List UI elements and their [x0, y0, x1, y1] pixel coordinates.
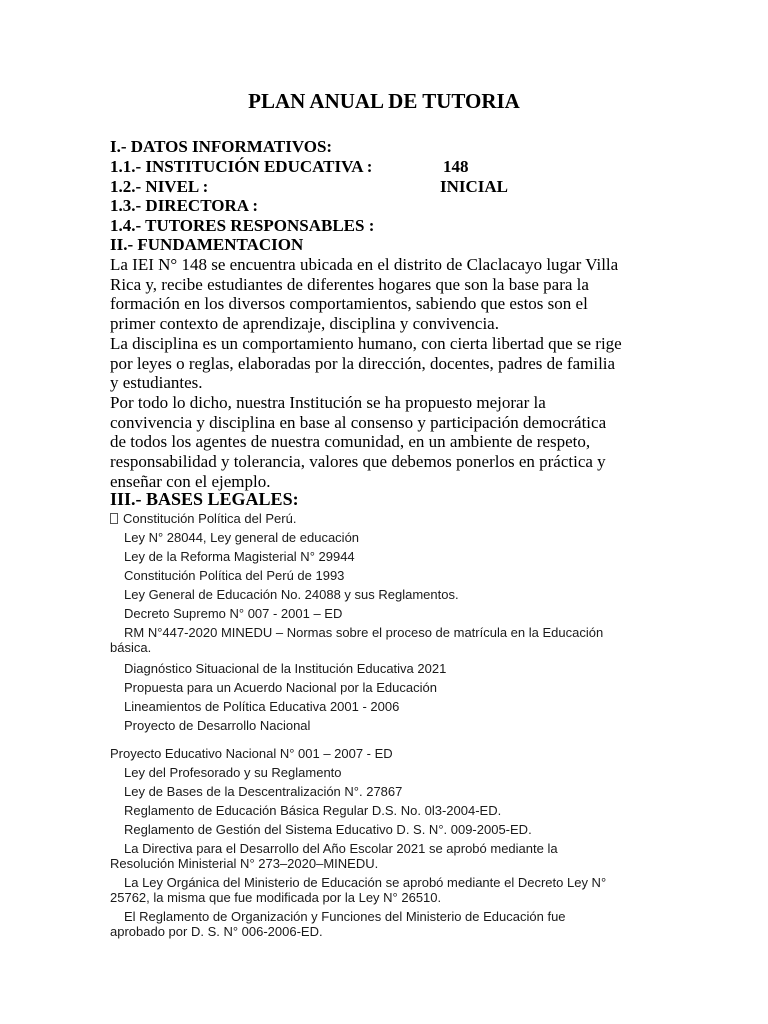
missing-glyph-bullet-icon	[110, 528, 122, 547]
paragraph-line: La disciplina es un comportamiento humano, con cierta libertad que se rige	[110, 333, 622, 353]
list-item-continuation: Resolución Ministerial N° 273–2020–MINEDU.	[110, 856, 379, 871]
list-item: Constitución Política del Perú de 1993	[110, 566, 603, 585]
missing-glyph-bullet-icon	[110, 566, 122, 585]
paragraph-line: de todos los agentes de nuestra comunidad, en un ambiente de respeto,	[110, 432, 591, 452]
missing-glyph-bullet-icon	[110, 625, 122, 640]
missing-glyph-bullet-icon	[110, 678, 122, 697]
bullet-box-icon	[110, 513, 118, 524]
paragraph-line: y estudiantes.	[110, 373, 203, 393]
paragraph-line: Por todo lo dicho, nuestra Institución se ha propuesto mejorar la	[110, 392, 546, 412]
list-item-continuation: básica.	[110, 640, 152, 655]
list-item: Ley de la Reforma Magisterial N° 29944	[110, 547, 603, 566]
paragraph-line: La IEI N° 148 se encuentra ubicada en el distrito de Claclacayo lugar Villa	[110, 255, 619, 274]
list-item: Propuesta para un Acuerdo Nacional por la Educación	[110, 678, 603, 697]
nivel-label: 1.2.- NIVEL :	[110, 177, 209, 196]
tutores-label: 1.4.- TUTORES RESPONSABLES :	[110, 216, 375, 235]
directora-label: 1.3.- DIRECTORA :	[110, 196, 258, 215]
list-item-continuation: aprobado por D. S. N° 006-2006-ED.	[110, 924, 323, 939]
missing-glyph-bullet-icon	[110, 841, 122, 856]
missing-glyph-bullet-icon	[110, 547, 122, 566]
missing-glyph-bullet-icon	[110, 716, 122, 735]
section-heading-fundamentacion: II.- FUNDAMENTACION	[110, 235, 304, 254]
list-item: Constitución Política del Perú.	[110, 509, 603, 528]
list-item: Ley N° 28044, Ley general de educación	[110, 528, 603, 547]
list-item: Ley de Bases de la Descentralización N°. 27867	[110, 782, 606, 801]
list-item: Reglamento de Educación Básica Regular D.S. No. 0l3-2004-ED.	[110, 801, 606, 820]
list-item: La Directiva para el Desarrollo del Año Escolar 2021 se aprobó mediante la Resolución Ministerial N° 273–2020–MINEDU.	[110, 841, 606, 871]
nivel-value: INICIAL	[440, 177, 509, 196]
paragraph-line: convivencia y disciplina en base al consenso y participación democrática	[110, 412, 607, 432]
section-heading-bases: III.- BASES LEGALES:	[110, 489, 299, 509]
list-item: El Reglamento de Organización y Funciones del Ministerio de Educación fue aprobado por D. S. N° 006-2006-ED.	[110, 909, 606, 939]
institucion-value: 148	[443, 157, 469, 176]
paragraph-line: por leyes o reglas, elaboradas por la dirección, docentes, padres de familia	[110, 353, 616, 373]
missing-glyph-bullet-icon	[110, 659, 122, 678]
document-title: PLAN ANUAL DE TUTORIA	[248, 89, 520, 113]
missing-glyph-bullet-icon	[110, 697, 122, 716]
paragraph-line: responsabilidad y tolerancia, valores que debemos ponerlos en práctica y	[110, 452, 606, 472]
missing-glyph-bullet-icon	[110, 909, 122, 924]
list-item: Proyecto de Desarrollo Nacional	[110, 716, 603, 735]
missing-glyph-bullet-icon	[110, 782, 122, 801]
missing-glyph-bullet-icon	[110, 763, 122, 782]
list-item: RM N°447-2020 MINEDU – Normas sobre el proceso de matrícula en la Educación básica.	[110, 625, 604, 655]
paragraph-line: Rica y, recibe estudiantes de diferentes hogares que son la base para la	[110, 274, 589, 294]
missing-glyph-bullet-icon	[110, 820, 122, 839]
paragraph-line: primer contexto de aprendizaje, disciplina y convivencia.	[110, 314, 499, 334]
missing-glyph-bullet-icon	[110, 604, 122, 623]
missing-glyph-bullet-icon	[110, 875, 122, 890]
fundamentacion-paragraph	[110, 255, 622, 491]
list-item-continuation: 25762, la misma que fue modificada por la Ley N° 26510.	[110, 890, 442, 905]
paragraph-line: enseñar con el ejemplo.	[110, 471, 271, 491]
list-item: Diagnóstico Situacional de la Institución Educativa 2021	[110, 659, 603, 678]
missing-glyph-bullet-icon	[110, 585, 122, 604]
list-item: Decreto Supremo N° 007 - 2001 – ED	[110, 604, 603, 623]
list-item: Ley del Profesorado y su Reglamento	[110, 763, 606, 782]
list-item: La Ley Orgánica del Ministerio de Educación se aprobó mediante el Decreto Ley N° 25762, la misma que fue modificada por la Ley N° 26510.	[110, 875, 607, 905]
list-item: Reglamento de Gestión del Sistema Educativo D. S. N°. 009-2005-ED.	[110, 820, 606, 839]
missing-glyph-bullet-icon	[110, 801, 122, 820]
list-item: Ley General de Educación No. 24088 y sus Reglamentos.	[110, 585, 603, 604]
bases-legales-list-2	[110, 744, 606, 943]
list-item: Lineamientos de Política Educativa 2001 - 2006	[110, 697, 603, 716]
section-heading-datos: I.- DATOS INFORMATIVOS:	[110, 137, 333, 156]
bases-legales-list-1	[110, 509, 603, 735]
institucion-label: 1.1.- INSTITUCIÓN EDUCATIVA :	[110, 157, 373, 176]
list-item: Proyecto Educativo Nacional N° 001 – 2007 - ED	[110, 746, 393, 761]
paragraph-line: formación en los diversos comportamientos, sabiendo que estos son el	[110, 294, 588, 314]
